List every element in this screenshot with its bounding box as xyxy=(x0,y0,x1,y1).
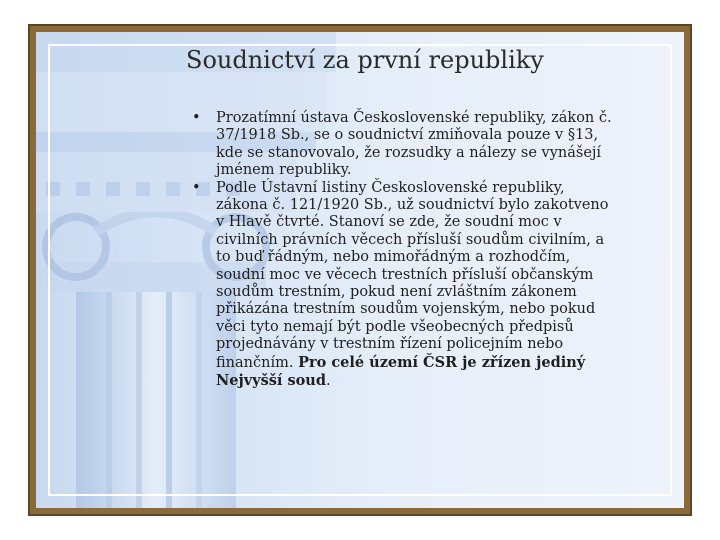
bullet-list xyxy=(192,110,612,391)
bullet-bold-text: Pro celé území ČSR je zřízen jediný Nejvyšší soud xyxy=(216,353,586,390)
bullet-text: Podle Ústavní listiny Československé republiky, zákona č. 121/1920 Sb., už soudnictví bylo zakotveno v Hlavě čtvrté. Stanoví se zde, že soudní moc v civilních právních věcech přísluší soudům civilním, a to buď řádným, nebo mimořádným a rozhodčím, soudní moc ve věcech trestních přísluší občanským soudům trestním, pokud není zvláštním zákonem přikázána trestním soudům vojenským, nebo pokud věci tyto nemají být podle všeobecných předpisů projednávány v trestním řízení policejním nebo finančním. xyxy=(216,179,609,371)
bullet-item-1 xyxy=(192,110,612,180)
bullet-item-2 xyxy=(192,180,612,391)
bullet-icon: • xyxy=(192,179,201,196)
bullet-end-text: . xyxy=(325,373,331,390)
bullet-icon: • xyxy=(192,110,201,126)
bullet-text: Prozatímní ústava Československé republiky, zákon č. 37/1918 Sb., se o soudnictví zmiňovala pouze v §13, kde se stanovovalo, že rozsudky a nálezy se vynášejí jménem republiky. xyxy=(216,110,612,179)
slide-title: Soudnictví za první republiky xyxy=(186,46,544,74)
